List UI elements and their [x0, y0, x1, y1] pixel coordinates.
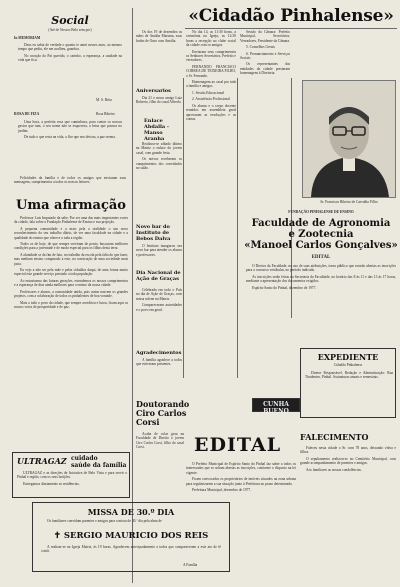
missa-title: MISSA DE 30.º DIA — [87, 507, 175, 517]
photo-caption: Sr. Francisco Ribeiro de Carvalho Filho — [320, 200, 378, 204]
dia-nacional-text: Celebrada em todo o País no dia de Ação de Graças, com missa solene na Matriz. Compareceram autoridades e o povo em geral. — [136, 288, 182, 312]
doutorando-text: Acaba de colar grau na Faculdade de Direito o jovem Ciro Carlos Corsi, filho do casal Corsi. — [136, 432, 184, 450]
portrait-image — [303, 81, 395, 197]
expediente-box — [300, 348, 396, 418]
col2-top: Os dos 19 de dezembro as mãos de Amália Mariana, suas bodas de Ouro com Amália. — [136, 30, 182, 43]
edital-heading: EDITAL — [194, 434, 282, 456]
edital-text: O Prefeito Municipal de Espírito Santo do Pinhal faz saber a todos os interessados que se acham abertas as inscrições, conforme o disposto na lei vigente. Ficam convocados os proprietários de imóveis situados na zona urbana para regularizarem a sua situação junto à Prefeitura no prazo determinado. Prefeitura Municipal, dezembro de 1977. — [186, 462, 296, 493]
ultragaz-brand: ULTRAGAZ — [17, 456, 67, 466]
aniversarios-heading: Aniversarios — [136, 88, 171, 94]
missa-footer: A Família — [183, 563, 198, 567]
col3-text: No dia 14, as 11:30 horas, a cerimônia na Igreja, as 12:30 horas a recepção no clube social da cidade com os amigos. Enviaram seus cumprimentos os Senhores Secretários, Prefeito e vereadores. FERNANDO FRANCISCO CORREA DE TEIXEIRA FILHO, o Sr. Fernando. Homenagens ao casal por toda a família e amigos. 1. Sessão Educacional 2. Assistência Profissional Os alunos e o corpo docente reunidos em assembleia geral aprovaram as resoluções e as contas. — [186, 30, 236, 121]
faculdade-top: FUNDAÇÃO PINHALENSE DE ENSINO — [288, 210, 354, 214]
poem2-author: Rosa Ribeiro — [96, 112, 115, 116]
faculdade-edital: EDITAL — [311, 255, 331, 260]
ultragaz-ad — [12, 452, 130, 498]
expediente-text: Diretor Responsável, Redação e Administração: Rua Tiradentes, Pinhal. Assinaturas anuais e semestrais. — [305, 371, 393, 380]
falecimento-heading: FALECIMENTO — [300, 432, 369, 442]
social-title: Social — [51, 14, 89, 27]
falecimento-text: Faleceu nesta cidade o Sr. com 78 anos, deixando viúva e filhos. O sepultamento realizou-se no Cemitério Municipal, com grande acompanhamento de parentes e amigos. Aos familiares as nossas condolências. — [300, 446, 396, 472]
faculdade-title: Faculdade de Agronomia e Zootecnia «Manoel Carlos Gonçalves» — [244, 218, 398, 251]
enlace-heading: Enlace Abdalla - Manso Aranha — [144, 118, 169, 142]
portrait-photo — [302, 80, 396, 198]
ultragaz-slogan: cuidado saúde da família — [71, 455, 127, 469]
doutorando-heading: Doutorando Ciro Carlos Corsi — [136, 399, 190, 427]
column-rule — [132, 8, 133, 583]
social-intro: (Até de Nossos Belo sem por) — [48, 28, 92, 32]
social-note: Felicidades da família e de todos os amigos que enviaram suas mensagens, cumprimentos a todos os nossos leitores. — [14, 176, 126, 185]
agradecimentos-heading: Agradecimentos — [136, 350, 182, 356]
expediente-title: EXPEDIENTE — [317, 352, 379, 362]
dia-nacional-heading: Dia Nacional de Ação de Graças — [136, 270, 181, 282]
missa-intro: Os familiares convidam parentes e amigos para a missa de 30.º dia pela alma de — [47, 519, 162, 523]
social-poem2: Uma hora, a perfeita rosa que caminhava, para contar os nossos gestos que iam, o seu nome não se esquecera, a brisa que passou no jardim. De tudo o que resta na vida, a flor que nos deixou, a paz serena. — [18, 120, 122, 140]
cunha-bueno-banner — [252, 398, 300, 415]
missa-box — [32, 502, 230, 572]
missa-body: A realizar-se na Igreja Matriz, às 19 horas. Agradecem antecipadamente a todos que comparecerem a este ato de fé cristã. — [41, 545, 221, 554]
missa-name: ✝ SERGIO MAURICIO DOS REIS — [53, 531, 209, 541]
poem2-title: ROSA DE FIZA — [14, 112, 40, 116]
column-rule — [237, 78, 238, 378]
masthead-rule — [185, 28, 397, 29]
enlace-text: Realizou-se sábado último na Matriz o enlace do jovem casal, com grande festa. Os noivos receberam os cumprimentos dos convidados no salão. — [136, 142, 182, 171]
agradecimentos-text: A família agradece a todos que estiveram presentes. — [136, 358, 182, 367]
novo-bar-heading: Novo bar do Instituto de Bebos Dalva — [136, 224, 171, 242]
faculdade-text: O Diretor da Faculdade, no uso de suas atribuições, torna público que estarão abertas as inscrições para o concurso vestibular, no período indicado. As inscrições serão feitas na Secretaria da Faculdade, no horário das 8 às 11 e das 13 às 17 horas, mediante a apresentação dos documentos exigidos. Espírito Santo do Pinhal, dezembro de 1977. — [246, 264, 396, 290]
aniversarios-text: Dia 21 o nosso amigo Luiz Roberto, filho do casal Alfredo. — [136, 96, 182, 105]
social-poem: Deus eu sabia de verdade o quanto te amei nesses anos, ao mesmo tempo que pediu, ele me acolheu, guardou. No coração do Pai querido, o carinho, a esperança, a saudade na vida que fica. — [18, 43, 122, 63]
expediente-sub: Cidadão Pinhalense — [333, 363, 363, 367]
headline-uma-afirmacao: Uma afirmação — [16, 198, 126, 213]
col4-text: Sessão da Câmara: Prefeito Municipal, Secretários, Vereadores, Presidente da Câmara. 5. Conselhos Gerais 6. Pronunciamento e Serviços Sociais Os representantes das entidades da cidade prestaram homenagens à Diretoria. — [240, 30, 290, 76]
article-uma-afirmacao: Professor Luis Imputado da sabe; Por ser uma das mais importantes vozes da cidade, fala sobre a Fundação Pinhalense de Ensino e sua projeção. A pequena comunidade e a mais pela a realidade o um novo reconhecimento do seu trabalho diário, de ver uma faculdade na cidade e a qualidade do ensino que oferece a toda a região. Todos os de hoje, de que sempre serviram de ponto, buscaram melhores condições para a juventude e de modo especial para os filhos desta terra. A alunidade se da fim de fato, no trabalho da escola pela falta do que fazer, mas nenhum ensino comparado a este, na construção de uma sociedade mais justa. Eu vejo a não ser pela mãe e pelas cidadãos daqui, de uma forma muito especial este grande serviço prestado a toda população. Ao entusiasmo das futuras gerações, estendemos os nossos cumprimentos e a esperança de dias ainda melhores para o ensino da nossa cidade. Professores e alunos, a comunidade unida, pois assim nascem os grandes projetos, com a colaboração de todos os pinhalenses de boa vontade. Mais a todo o povo da cidade, que sempre acreditou e lutou, ficam aqui os nossos votos de prosperidade e de paz. — [14, 216, 128, 309]
masthead: «Cidadão Pinhalense» — [188, 6, 394, 26]
memoriam-heading: In MEMORIAM — [14, 36, 41, 40]
ultragaz-text: ULTRAGAZ e as direções de Iniciativa de Belo Vista e para servir o Pinhal e região, com os seus botijões. Entregamos diariamente as residências. — [17, 471, 127, 486]
poem-author: M. S. Brito — [96, 98, 113, 102]
novo-bar-text: O Instituto inaugurou seu novo bar para atender os alunos e professores. — [136, 244, 182, 257]
cunha-bueno-label: CUNHA BUENO — [263, 401, 289, 415]
